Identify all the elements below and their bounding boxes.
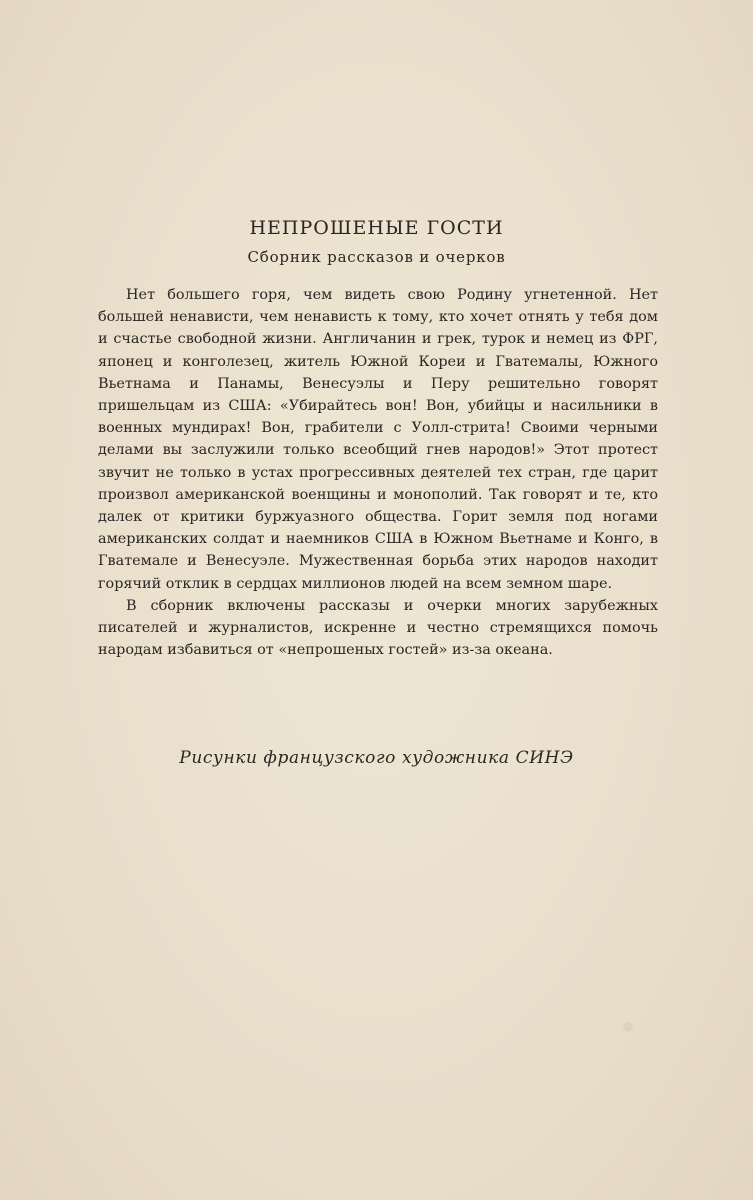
paper-spot bbox=[623, 1022, 633, 1032]
annotation-text bbox=[98, 284, 658, 661]
annotation-paragraph-2: В сборник включены рассказы и очерки многих зарубежных писателей и журналистов, искренне и честно стремящихся помочь народам избавиться от «непрошеных гостей» из-за океана. bbox=[98, 597, 658, 659]
book-title: НЕПРОШЕНЫЕ ГОСТИ bbox=[249, 217, 504, 239]
illustrator-credit: Рисунки французского художника СИНЭ bbox=[179, 748, 574, 768]
annotation-paragraph-1: Нет большего горя, чем видеть свою Родину угнетенной. Нет большей ненависти, чем ненависть к тому, кто хочет отнять у тебя дом и счастье свободной жизни. Англичанин и грек, турок и немец из ФРГ, японец и конголезец, житель Южной Кореи и Гватемалы, Южного Вьетнама и Панамы, Венесуэлы и Перу решительно говорят пришельцам из США: «Убирайтесь вон! Вон, убийцы и насильники в военных мундирах! Вон, грабители с Уолл-стрита! Своими черными делами вы заслужили только всеобщий гнев народов!» Этот протест звучит не только в устах прогрессивных деятелей тех стран, где царит произвол американской военщины и монополий. Так говорят и те, кто далек от критики буржуазного общества. Горит земля под ногами американских солдат и наемников США в Южном Вьетнаме и Конго, в Гватемале и Венесуэле. Мужественная борьба этих народов находит горячий отклик в сердцах миллионов людей на всем земном шаре. bbox=[98, 287, 658, 592]
book-subtitle: Сборник рассказов и очерков bbox=[247, 248, 506, 266]
